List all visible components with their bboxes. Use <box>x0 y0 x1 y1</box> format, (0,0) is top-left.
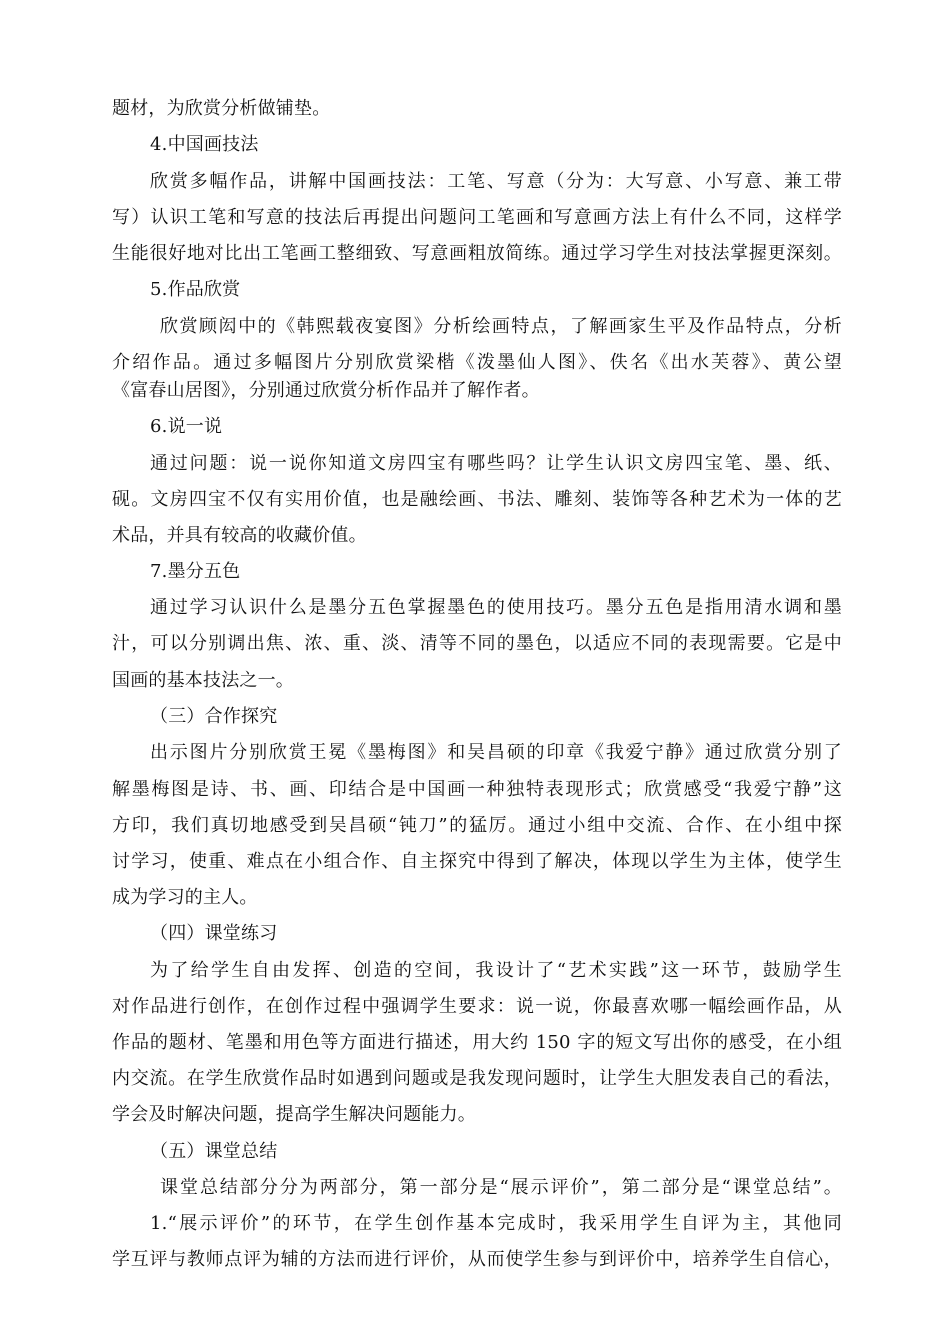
section-heading-7: 7.墨分五色 <box>150 561 241 582</box>
body-text-line: 解墨梅图是诗、书、画、印结合是中国画一种独特表现形式；欣赏感受“我爱宁静”这 <box>112 779 842 800</box>
section-heading-4-practice: （四）课堂练习 <box>150 923 278 944</box>
body-text-line: 对作品进行创作，在创作过程中强调学生要求：说一说，你最喜欢哪一幅绘画作品，从 <box>112 996 842 1017</box>
body-text-line: 学会及时解决问题，提高学生解决问题能力。 <box>112 1104 476 1125</box>
body-text-line: 欣赏顾闳中的《韩熙载夜宴图》分析绘画特点，了解画家生平及作品特点，分析 <box>160 316 842 337</box>
body-text-line: 介绍作品。通过多幅图片分别欣赏梁楷《泼墨仙人图》、佚名《出水芙蓉》、黄公望 <box>112 352 842 373</box>
body-text-line: 出示图片分别欣赏王冕《墨梅图》和吴昌硕的印章《我爱宁静》通过欣赏分别了 <box>150 742 842 763</box>
body-text-line: 内交流。在学生欣赏作品时如遇到问题或是我发现问题时，让学生大胆发表自己的看法， <box>112 1068 842 1089</box>
section-heading-5: 5.作品欣赏 <box>150 279 241 300</box>
body-text-line: 术品，并具有较高的收藏价值。 <box>112 525 367 546</box>
body-text-line: 课堂总结部分分为两部分，第一部分是“展示评价”，第二部分是“课堂总结”。 <box>160 1177 842 1198</box>
section-heading-5-summary: （五）课堂总结 <box>150 1141 278 1162</box>
body-text-line: 讨学习，使重、难点在小组合作、自主探究中得到了解决，体现以学生为主体，使学生 <box>112 851 842 872</box>
section-heading-4: 4.中国画技法 <box>150 134 259 155</box>
body-text-line: 国画的基本技法之一。 <box>112 670 294 691</box>
body-text-line: 1.“展示评价”的环节，在学生创作基本完成时，我采用学生自评为主，其他同 <box>150 1213 842 1234</box>
body-text-line: 学互评与教师点评为辅的方法而进行评价，从而使学生参与到评价中，培养学生自信心， <box>112 1249 842 1270</box>
section-heading-3: （三）合作探究 <box>150 706 278 727</box>
body-text-line: 汁，可以分别调出焦、浓、重、淡、清等不同的墨色，以适应不同的表现需要。它是中 <box>112 633 842 654</box>
body-text-line: 为了给学生自由发挥、创造的空间，我设计了“艺术实践”这一环节，鼓励学生 <box>150 960 842 981</box>
body-text-line: 题材，为欣赏分析做铺垫。 <box>112 98 331 119</box>
body-text-line: 成为学习的主人。 <box>112 887 258 908</box>
body-text-line: 生能很好地对比出工笔画工整细致、写意画粗放简练。通过学习学生对技法掌握更深刻。 <box>112 243 842 264</box>
body-text-line: 通过问题：说一说你知道文房四宝有哪些吗？让学生认识文房四宝笔、墨、纸、 <box>150 453 842 474</box>
section-heading-6: 6.说一说 <box>150 416 223 437</box>
body-text-line: 写）认识工笔和写意的技法后再提出问题问工笔画和写意画方法上有什么不同，这样学 <box>112 207 842 228</box>
body-text-line: 欣赏多幅作品，讲解中国画技法：工笔、写意（分为：大写意、小写意、兼工带 <box>150 171 842 192</box>
body-text-line: 《富春山居图》，分别通过欣赏分析作品并了解作者。 <box>112 380 540 401</box>
body-text-line: 作品的题材、笔墨和用色等方面进行描述，用大约 150 字的短文写出你的感受，在小组 <box>112 1032 842 1053</box>
body-text-line: 通过学习认识什么是墨分五色掌握墨色的使用技巧。墨分五色是指用清水调和墨 <box>150 597 842 618</box>
body-text-line: 方印，我们真切地感受到吴昌硕“钝刀”的猛厉。通过小组中交流、合作、在小组中探 <box>112 815 842 836</box>
body-text-line: 砚。文房四宝不仅有实用价值，也是融绘画、书法、雕刻、装饰等各种艺术为一体的艺 <box>112 489 842 510</box>
